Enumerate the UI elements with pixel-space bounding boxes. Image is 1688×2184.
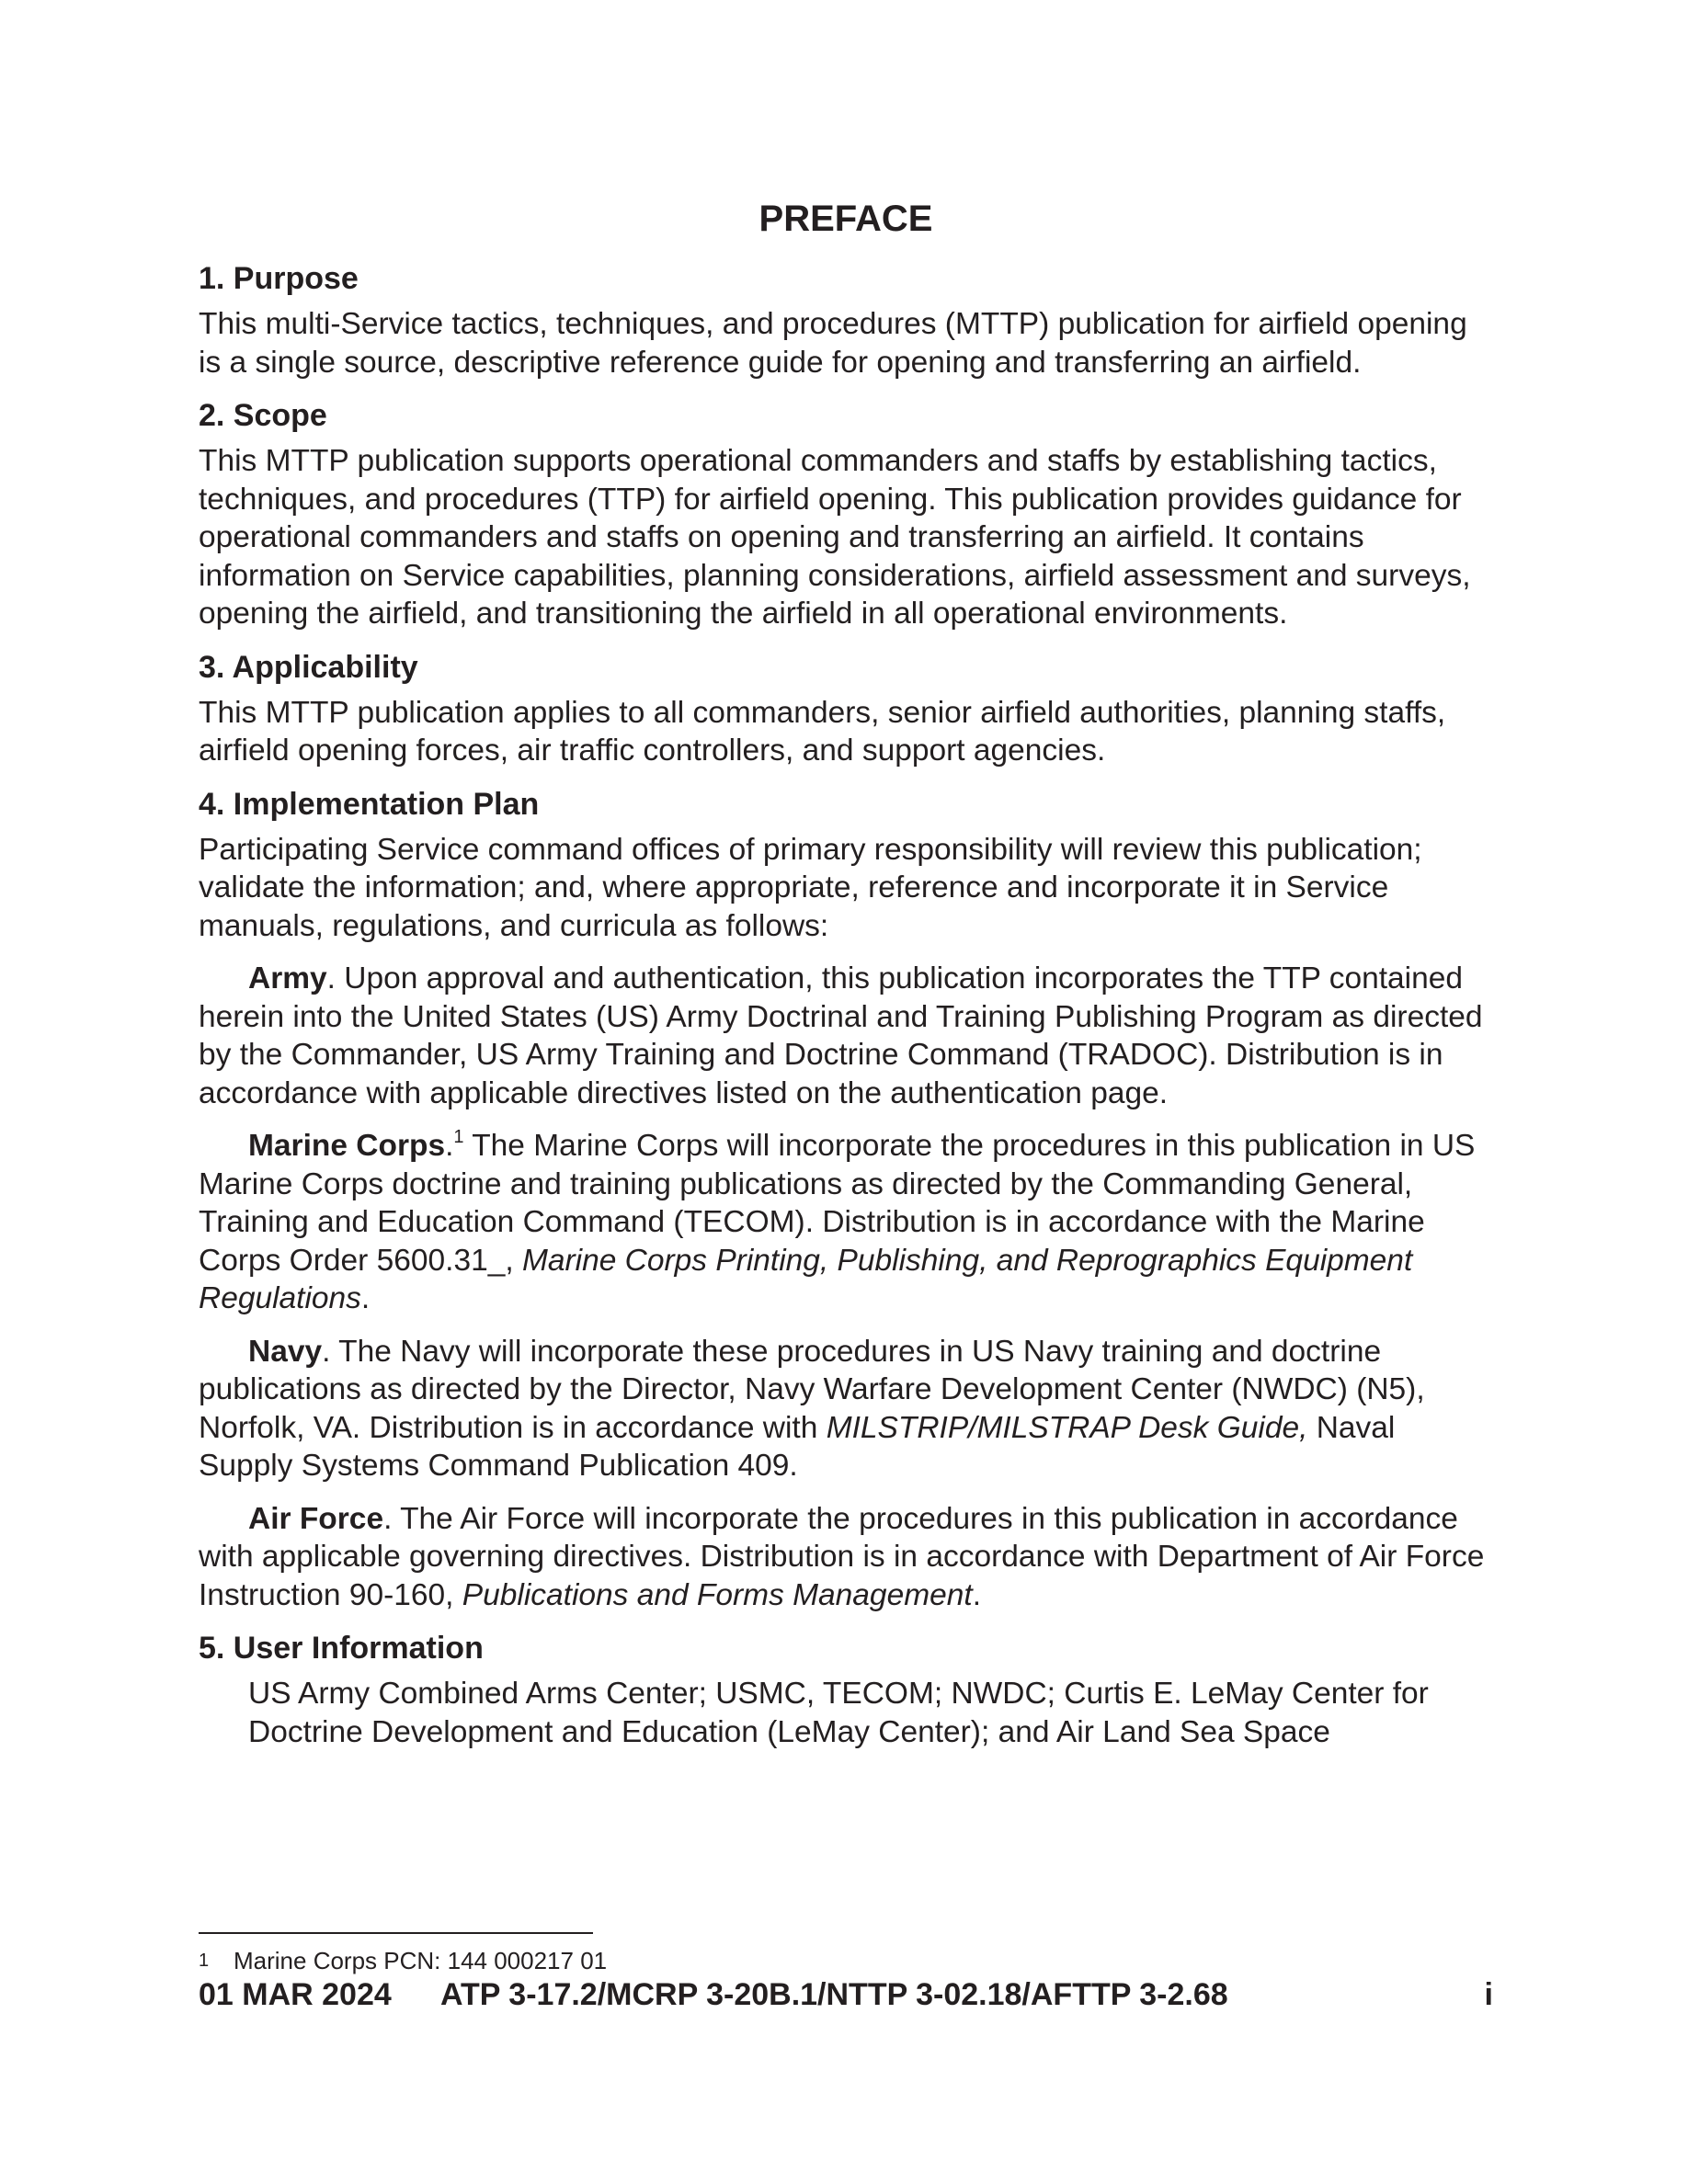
footnote-number: 1	[199, 1951, 210, 1971]
page-footer	[199, 1974, 1493, 2015]
paragraph-navy	[199, 1333, 1493, 1485]
paragraph-air-force	[199, 1500, 1493, 1615]
section-text-purpose: This multi-Service tactics, techniques, and procedures (MTTP) publication for airfield opening is a single source, descriptive reference guide for opening and transferring an airfield.	[199, 307, 1467, 380]
footer-date: 01 MAR 2024	[199, 1977, 392, 2012]
document-body	[199, 259, 1493, 1751]
air-force-reference-title: Publications and Forms Management	[462, 1577, 973, 1612]
paragraph-marine-corps	[199, 1127, 1493, 1318]
marine-corps-end: .	[360, 1281, 371, 1315]
footnote-divider	[199, 1932, 593, 1934]
footnote-text: Marine Corps PCN: 144 000217 01	[234, 1947, 608, 1974]
section-implementation-plan	[199, 785, 1493, 1615]
army-text: . Upon approval and authentication, this publication incorporates the TTP contained herein into the United States (US) Army Doctrinal and Training Publishing Program as directed by the Commander, US Army Training and Doctrine Command (TRADOC). Distribution is in accordance with applicable directives listed on the authentication page.	[199, 961, 1483, 1110]
section-applicability	[199, 648, 1493, 770]
navy-label: Navy	[248, 1334, 323, 1369]
footnote-reference[interactable]: 1	[453, 1127, 464, 1147]
air-force-end: .	[972, 1577, 981, 1612]
air-force-text: . The Air Force will incorporate the procedures in this publication in accordance with applicable governing directives. Distribution is in accordance with Department of Air Force Instruction 90-160,	[199, 1501, 1485, 1612]
section-text-applicability: This MTTP publication applies to all commanders, senior airfield authorities, planning staffs, airfield opening forces, air traffic controllers, and support agencies.	[199, 695, 1446, 768]
navy-text: . The Navy will incorporate these procedures in US Navy training and doctrine publications as directed by the Director, Navy Warfare Development Center (NWDC) (N5), Norfolk, VA. Distribution is in accordance with	[199, 1334, 1425, 1445]
section-text-user-information: US Army Combined Arms Center; USMC, TECOM; NWDC; Curtis E. LeMay Center for Doctrine Development and Education (LeMay Center); and Air Land Sea Space	[248, 1677, 1429, 1749]
section-heading-scope: 2. Scope	[199, 398, 327, 433]
footnote	[199, 1947, 607, 1974]
section-user-information	[199, 1629, 1493, 1751]
marine-corps-text: The Marine Corps will incorporate the procedures in this publication in US Marine Corps doctrine and training publications as directed by the Commanding General, Training and Education Command (TECOM). Distribution is in accordance with the Marine Corps Order 5600.31_,	[199, 1129, 1476, 1278]
section-purpose	[199, 259, 1493, 381]
footer-page-number: i	[1484, 1977, 1493, 2012]
air-force-label: Air Force	[248, 1501, 384, 1536]
marine-corps-period: .	[445, 1129, 454, 1163]
section-heading-purpose: 1. Purpose	[199, 261, 359, 296]
navy-end: Naval Supply Systems Command Publication 409.	[199, 1410, 1396, 1483]
page-title: PREFACE	[758, 199, 933, 239]
paragraph-army	[199, 960, 1493, 1112]
section-heading-implementation: 4. Implementation Plan	[199, 786, 540, 822]
implementation-intro: Participating Service command offices of primary responsibility will review this publication; validate the information; and, where appropriate, reference and incorporate it in Service manuals, regulations, and curricula as follows:	[199, 832, 1422, 943]
army-label: Army	[248, 961, 327, 995]
marine-corps-label: Marine Corps	[248, 1129, 446, 1163]
section-scope	[199, 396, 1493, 633]
document-page	[199, 0, 1493, 2184]
section-text-scope: This MTTP publication supports operational commanders and staffs by establishing tactics, techniques, and procedures (TTP) for airfield opening. This publication provides guidance for operational commanders and staffs on opening and transferring an airfield. It contains information on Service capabilities, planning considerations, airfield assessment and surveys, opening the airfield, and transitioning the airfield in all operational environments.	[199, 444, 1471, 631]
footer-publication-number: ATP 3-17.2/MCRP 3-20B.1/NTTP 3-02.18/AFTTP 3-2.68	[440, 1977, 1228, 2012]
marine-corps-reference-title: Marine Corps Printing, Publishing, and Reprographics Equipment Regulations	[199, 1243, 1413, 1315]
section-heading-applicability: 3. Applicability	[199, 649, 418, 685]
section-heading-user-information: 5. User Information	[199, 1631, 484, 1666]
navy-reference-title: MILSTRIP/MILSTRAP Desk Guide,	[826, 1410, 1308, 1445]
